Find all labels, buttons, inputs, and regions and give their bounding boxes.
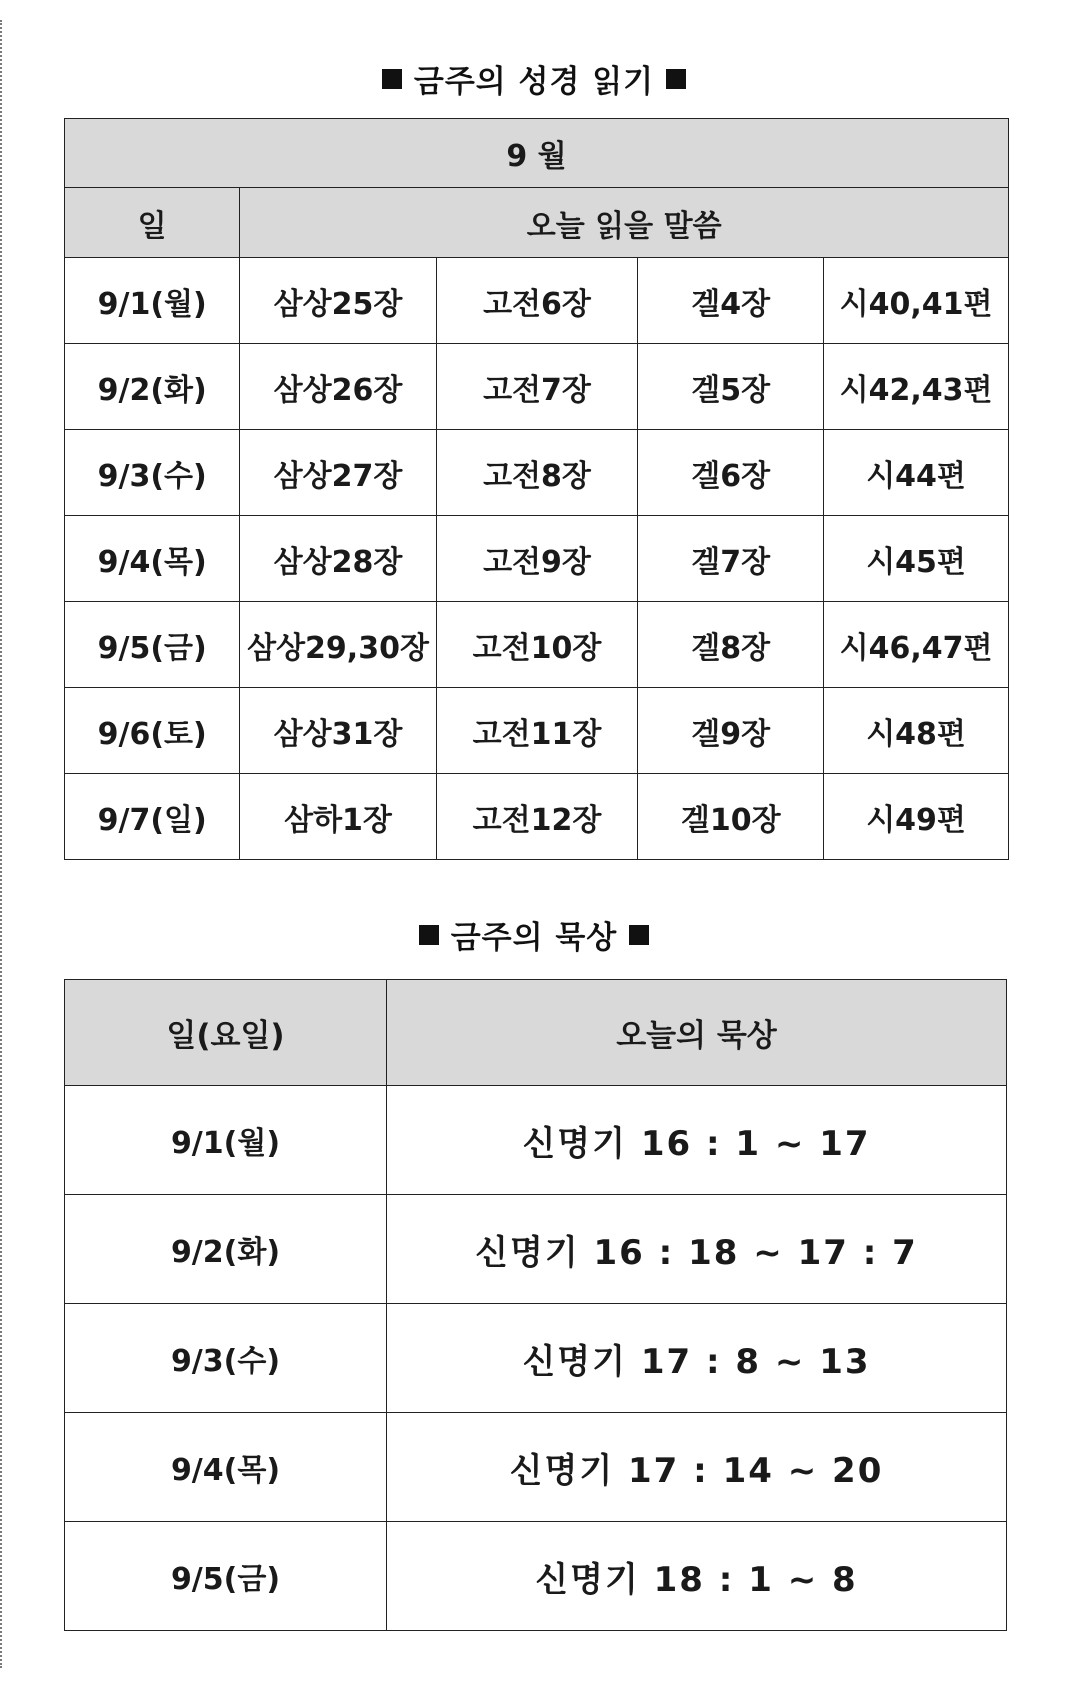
day-column-header: 일 (65, 188, 240, 258)
table-row (65, 602, 1009, 688)
passage-cell: 고전11장 (436, 688, 638, 774)
table-row (65, 516, 1009, 602)
passage-cell: 시45편 (824, 516, 1009, 602)
scripture-reference-cell: 신명기 17 : 14 ~ 20 (387, 1413, 1007, 1522)
passage-cell: 겔9장 (638, 688, 824, 774)
table-row (65, 258, 1009, 344)
passage-cell: 시46,47편 (824, 602, 1009, 688)
black-square-icon (629, 925, 649, 945)
day-cell: 9/2(화) (65, 1195, 387, 1304)
left-dotted-border (0, 20, 2, 1668)
day-cell: 9/4(목) (65, 1413, 387, 1522)
table-row (65, 430, 1009, 516)
day-cell: 9/2(화) (65, 344, 240, 430)
passages-column-header: 오늘 읽을 말씀 (240, 188, 1009, 258)
day-column-header: 일(요일) (65, 980, 387, 1086)
meditation-column-header: 오늘의 묵상 (387, 980, 1007, 1086)
reading-section-title (0, 56, 1068, 101)
table-row (65, 344, 1009, 430)
black-square-icon (666, 69, 686, 89)
meditation-section-title (0, 912, 1068, 957)
day-cell: 9/6(토) (65, 688, 240, 774)
passage-cell: 고전7장 (436, 344, 638, 430)
day-cell: 9/7(일) (65, 774, 240, 860)
passage-cell: 삼상25장 (240, 258, 436, 344)
passage-cell: 겔8장 (638, 602, 824, 688)
passage-cell: 겔5장 (638, 344, 824, 430)
passage-cell: 삼상28장 (240, 516, 436, 602)
meditation-table (64, 979, 1007, 1631)
passage-cell: 삼상26장 (240, 344, 436, 430)
passage-cell: 겔6장 (638, 430, 824, 516)
day-cell: 9/3(수) (65, 1304, 387, 1413)
day-cell: 9/4(목) (65, 516, 240, 602)
passage-cell: 고전12장 (436, 774, 638, 860)
table-row (65, 1304, 1007, 1413)
black-square-icon (419, 925, 439, 945)
passage-cell: 시40,41편 (824, 258, 1009, 344)
passage-cell: 겔4장 (638, 258, 824, 344)
table-row (65, 1413, 1007, 1522)
passage-cell: 시44편 (824, 430, 1009, 516)
passage-cell: 시48편 (824, 688, 1009, 774)
passage-cell: 삼하1장 (240, 774, 436, 860)
table-row (65, 774, 1009, 860)
table-row (65, 1522, 1007, 1631)
passage-cell: 겔7장 (638, 516, 824, 602)
passage-cell: 시49편 (824, 774, 1009, 860)
reading-header-row (65, 188, 1009, 258)
passage-cell: 고전9장 (436, 516, 638, 602)
day-cell: 9/5(금) (65, 1522, 387, 1631)
meditation-header-row (65, 980, 1007, 1086)
day-cell: 9/3(수) (65, 430, 240, 516)
month-header: 9 월 (65, 119, 1009, 188)
table-row (65, 1086, 1007, 1195)
month-row (65, 119, 1009, 188)
table-row (65, 688, 1009, 774)
day-cell: 9/5(금) (65, 602, 240, 688)
reading-title-text: 금주의 성경 읽기 (413, 64, 655, 100)
reading-table (64, 118, 1009, 860)
day-cell: 9/1(월) (65, 1086, 387, 1195)
passage-cell: 삼상31장 (240, 688, 436, 774)
passage-cell: 시42,43편 (824, 344, 1009, 430)
passage-cell: 겔10장 (638, 774, 824, 860)
passage-cell: 고전8장 (436, 430, 638, 516)
black-square-icon (382, 69, 402, 89)
scripture-reference-cell: 신명기 17 : 8 ~ 13 (387, 1304, 1007, 1413)
passage-cell: 삼상29,30장 (240, 602, 436, 688)
meditation-title-text: 금주의 묵상 (450, 920, 618, 956)
scripture-reference-cell: 신명기 16 : 1 ~ 17 (387, 1086, 1007, 1195)
day-cell: 9/1(월) (65, 258, 240, 344)
passage-cell: 삼상27장 (240, 430, 436, 516)
passage-cell: 고전6장 (436, 258, 638, 344)
scripture-reference-cell: 신명기 16 : 18 ~ 17 : 7 (387, 1195, 1007, 1304)
passage-cell: 고전10장 (436, 602, 638, 688)
scripture-reference-cell: 신명기 18 : 1 ~ 8 (387, 1522, 1007, 1631)
table-row (65, 1195, 1007, 1304)
